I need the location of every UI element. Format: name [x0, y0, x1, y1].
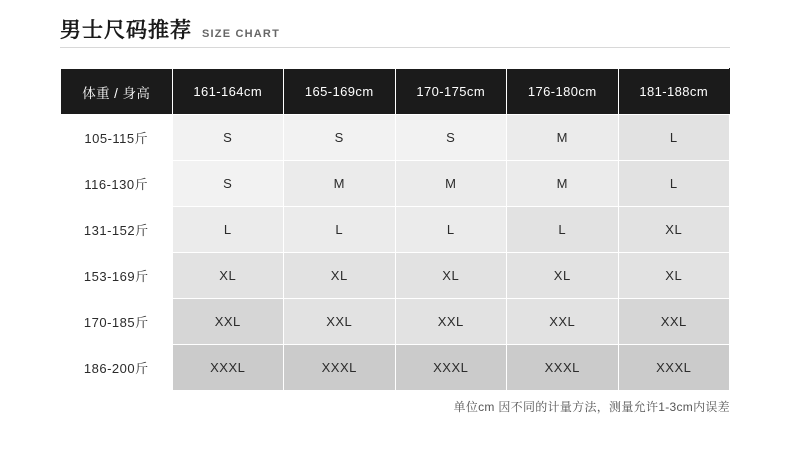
- row-label: 186-200斤: [61, 345, 173, 391]
- row-label: 153-169斤: [61, 253, 173, 299]
- table-row: [61, 345, 730, 391]
- size-cell: S: [172, 115, 284, 161]
- size-cell: XL: [284, 253, 396, 299]
- size-cell: XXXL: [395, 345, 507, 391]
- size-cell: L: [618, 115, 730, 161]
- size-cell: XXL: [284, 299, 396, 345]
- row-label: 170-185斤: [61, 299, 173, 345]
- page-header: [60, 14, 280, 44]
- size-cell: XXL: [507, 299, 619, 345]
- table-row: [61, 299, 730, 345]
- size-cell: XL: [618, 207, 730, 253]
- size-cell: S: [395, 115, 507, 161]
- measurement-note: 单位cm 因不同的计量方法，测量允许1-3cm内误差: [453, 400, 730, 414]
- page-title: 男士尺码推荐: [60, 19, 192, 42]
- row-label: 116-130斤: [61, 161, 173, 207]
- column-header-165-169: 165-169cm: [284, 69, 396, 115]
- size-cell: XXXL: [172, 345, 284, 391]
- column-header-161-164: 161-164cm: [172, 69, 284, 115]
- size-cell: S: [172, 161, 284, 207]
- column-header-176-180: 176-180cm: [507, 69, 619, 115]
- size-cell: XL: [395, 253, 507, 299]
- table-row: [61, 161, 730, 207]
- size-chart-table: [60, 68, 730, 391]
- size-cell: L: [284, 207, 396, 253]
- column-header-181-188: 181-188cm: [618, 69, 730, 115]
- table-row: [61, 115, 730, 161]
- size-cell: XXL: [172, 299, 284, 345]
- table-row: [61, 253, 730, 299]
- size-cell: XL: [172, 253, 284, 299]
- size-cell: S: [284, 115, 396, 161]
- size-cell: L: [172, 207, 284, 253]
- size-cell: M: [395, 161, 507, 207]
- size-cell: XL: [618, 253, 730, 299]
- size-cell: XL: [507, 253, 619, 299]
- row-label: 131-152斤: [61, 207, 173, 253]
- size-cell: M: [284, 161, 396, 207]
- size-cell: L: [507, 207, 619, 253]
- table-header-row: [61, 69, 730, 115]
- size-cell: M: [507, 115, 619, 161]
- table-row: [61, 207, 730, 253]
- column-header-170-175: 170-175cm: [395, 69, 507, 115]
- table-header: [61, 69, 730, 115]
- page-subtitle: SIZE CHART: [202, 28, 280, 40]
- column-header-weight-height: 体重 / 身高: [61, 69, 173, 115]
- size-cell: M: [507, 161, 619, 207]
- size-cell: XXXL: [507, 345, 619, 391]
- size-cell: L: [395, 207, 507, 253]
- size-cell: L: [618, 161, 730, 207]
- table-body: [61, 115, 730, 391]
- header-divider: [60, 47, 730, 48]
- size-cell: XXXL: [284, 345, 396, 391]
- size-cell: XXL: [618, 299, 730, 345]
- size-cell: XXL: [395, 299, 507, 345]
- row-label: 105-115斤: [61, 115, 173, 161]
- size-cell: XXXL: [618, 345, 730, 391]
